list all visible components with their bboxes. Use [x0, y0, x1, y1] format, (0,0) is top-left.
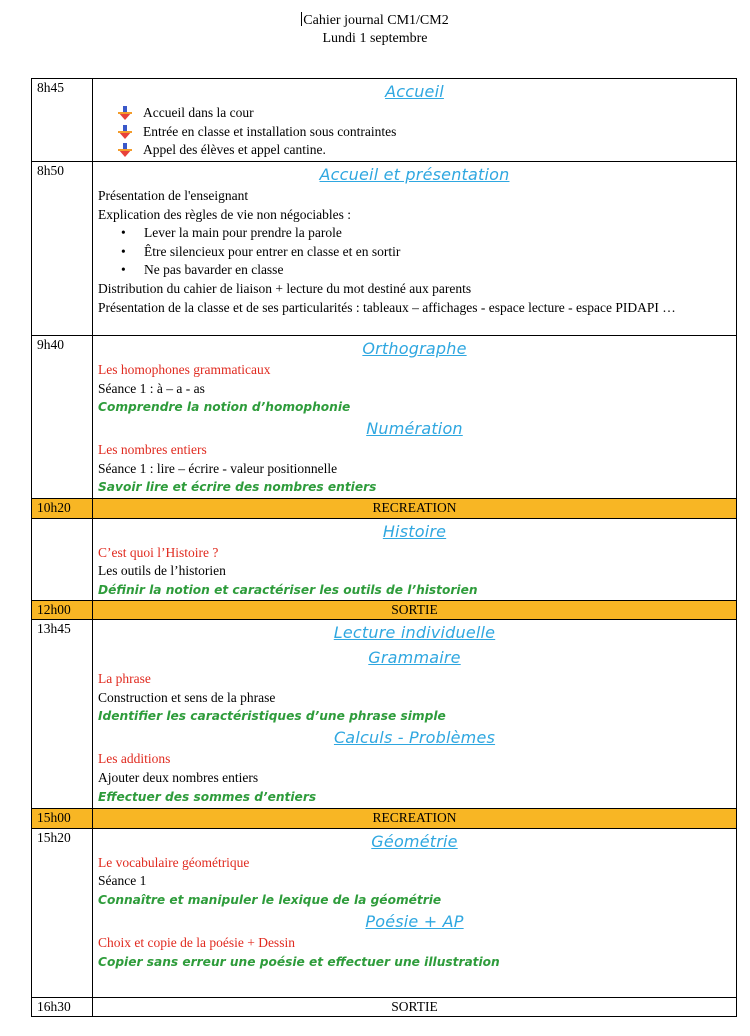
lesson-title: Les additions	[98, 751, 171, 767]
subject-heading-accueil: Accueil	[385, 82, 444, 101]
row-recreation-2	[32, 809, 737, 829]
arrow-down-icon	[118, 125, 132, 139]
time-cell: 9h40	[32, 336, 93, 499]
row-histoire	[32, 518, 737, 600]
text-line: Construction et sens de la phrase	[98, 689, 276, 705]
subject-heading-geometrie: Géométrie	[371, 831, 458, 851]
objective: Comprendre la notion d’homophonie	[98, 400, 351, 415]
subject-heading-numeration: Numération	[366, 419, 463, 439]
time-cell: 8h45	[32, 79, 93, 162]
arrow-down-icon	[118, 143, 132, 157]
break-label: SORTIE	[93, 600, 737, 620]
break-label: RECREATION	[93, 499, 737, 519]
seance-line: Séance 1 : lire – écrire - valeur positionnelle	[98, 460, 338, 476]
accueil-list	[98, 104, 731, 160]
subject-heading-calculs: Calculs - Problèmes	[333, 728, 496, 748]
time-cell: 16h30	[32, 997, 93, 1017]
text-line: Les outils de l’historien	[98, 563, 226, 579]
seance-line: Séance 1 : à – a - as	[98, 380, 205, 396]
time-cell: 15h00	[32, 809, 93, 829]
content-cell	[93, 79, 737, 162]
list-item: • Être silencieux pour entrer en classe et en sortir	[144, 243, 731, 262]
objective: Connaître et manipuler le lexique de la géométrie	[98, 892, 442, 907]
objective: Effectuer des sommes d’entiers	[98, 789, 317, 804]
text-line: Distribution du cahier de liaison + lecture du mot destiné aux parents	[98, 280, 472, 296]
time-cell	[32, 518, 93, 600]
objective: Définir la notion et caractériser les outils de l’historien	[98, 582, 478, 597]
list-item: • Lever la main pour prendre la parole	[144, 224, 731, 243]
content-cell	[93, 518, 737, 600]
subject-heading-presentation: Accueil et présentation	[319, 165, 510, 184]
subject-heading-orthographe: Orthographe	[362, 339, 467, 358]
row-sortie-1	[32, 600, 737, 620]
subject-heading-poesie: Poésie + AP	[365, 911, 464, 931]
time-cell: 10h20	[32, 499, 93, 519]
list-item: Entrée en classe et installation sous contraintes	[118, 123, 731, 142]
time-cell: 8h50	[32, 162, 93, 336]
time-cell: 15h20	[32, 828, 93, 997]
subject-heading-grammaire: Grammaire	[368, 648, 461, 668]
break-label: SORTIE	[93, 997, 737, 1017]
row-fin	[32, 828, 737, 997]
document-date: Lundi 1 septembre	[322, 31, 428, 46]
content-cell	[93, 620, 737, 809]
row-accueil	[32, 79, 737, 162]
time-cell: 12h00	[32, 600, 93, 620]
objective: Savoir lire et écrire des nombres entiers	[98, 480, 377, 495]
content-cell	[93, 162, 737, 336]
list-item: • Ne pas bavarder en classe	[144, 261, 731, 280]
row-sortie-2	[32, 997, 737, 1017]
objective: Identifier les caractéristiques d’une phrase simple	[98, 709, 446, 724]
document-header	[0, 12, 750, 48]
row-apresmidi	[32, 620, 737, 809]
subject-heading-lecture: Lecture individuelle	[333, 623, 496, 643]
list-item: Appel des élèves et appel cantine.	[118, 141, 731, 160]
lesson-title: Les homophones grammaticaux	[98, 362, 271, 377]
lesson-title: Le vocabulaire géométrique	[98, 854, 250, 870]
content-cell	[93, 336, 737, 499]
text-line: Explication des règles de vie non négociables :	[98, 206, 352, 222]
rules-list	[98, 224, 731, 280]
document-title: Cahier journal CM1/CM2	[303, 13, 449, 28]
text-line: Présentation de l'enseignant	[98, 188, 249, 203]
arrow-down-icon	[118, 106, 132, 120]
break-label: RECREATION	[93, 809, 737, 829]
lesson-title: C’est quoi l’Histoire ?	[98, 544, 219, 560]
text-line: Présentation de la classe et de ses particularités : tableaux – affichages - espace lecture - espace PIDAPI …	[98, 299, 676, 315]
time-cell: 13h45	[32, 620, 93, 809]
text-line: Ajouter deux nombres entiers	[98, 769, 259, 785]
seance-line: Séance 1	[98, 873, 147, 889]
subject-heading-histoire: Histoire	[382, 521, 447, 541]
journal-table	[31, 78, 737, 1017]
list-item: Accueil dans la cour	[118, 104, 731, 123]
lesson-title: Choix et copie de la poésie + Dessin	[98, 934, 295, 950]
lesson-title: La phrase	[98, 671, 151, 687]
row-matin	[32, 336, 737, 499]
row-presentation	[32, 162, 737, 336]
lesson-title: Les nombres entiers	[98, 442, 207, 458]
objective: Copier sans erreur une poésie et effectuer une illustration	[98, 954, 500, 969]
row-recreation-1	[32, 499, 737, 519]
content-cell	[93, 828, 737, 997]
